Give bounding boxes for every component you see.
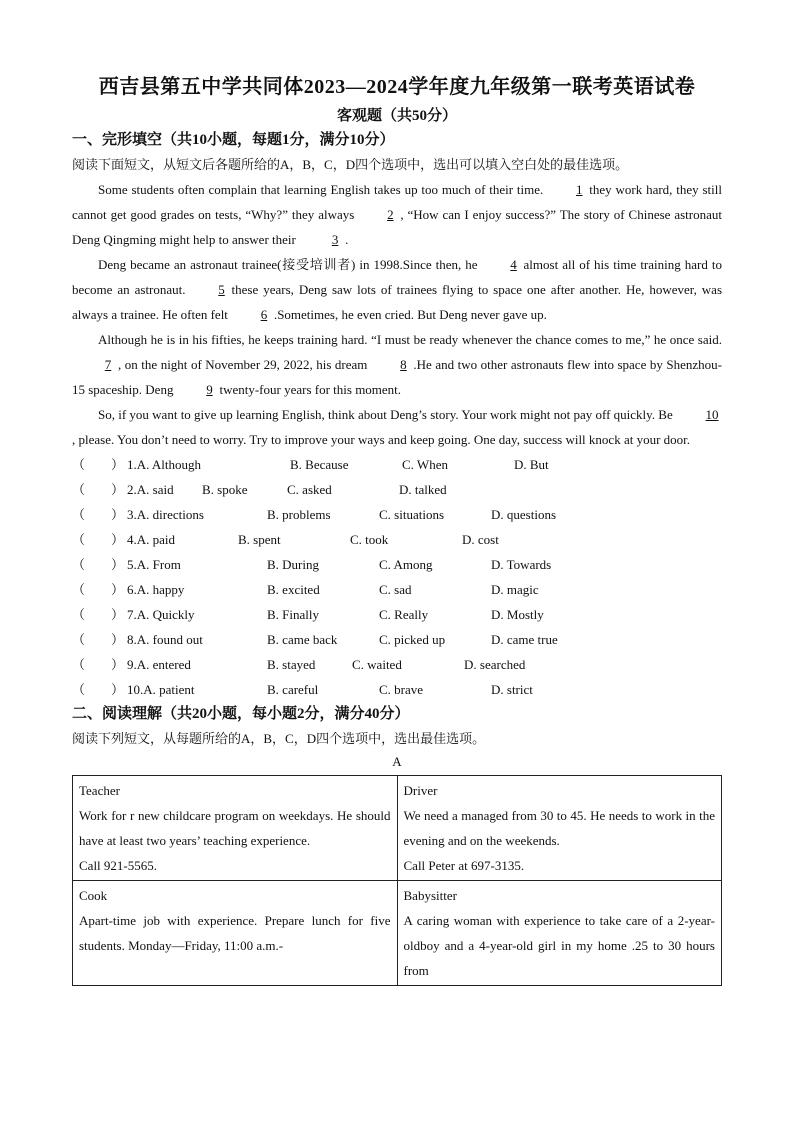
option-c: C. When bbox=[402, 457, 448, 472]
answer-paren[interactable]: （ ） bbox=[72, 482, 125, 497]
option-a: 7.A. Quickly bbox=[127, 607, 195, 622]
passage-text: twenty-four years for this moment. bbox=[219, 382, 402, 397]
option-a: 10.A. patient bbox=[127, 682, 195, 697]
option-d: D. strict bbox=[491, 682, 533, 697]
part1-heading: 一、完形填空（共10小题，每题1分，满分10分） bbox=[72, 132, 395, 148]
job-ads-table bbox=[72, 775, 722, 986]
table-row bbox=[73, 881, 722, 986]
part2-heading: 二、阅读理解（共20小题，每小题2分，满分40分） bbox=[72, 706, 410, 722]
option-c: C. situations bbox=[379, 507, 445, 522]
passage-text: .Sometimes, he even cried. But Deng never gave up. bbox=[273, 307, 547, 322]
question-4 bbox=[72, 527, 722, 552]
ad-body: Work for r new childcare program on weekdays. He should have at least two years’ teaching experience. bbox=[79, 808, 391, 848]
blank-2: 2 bbox=[387, 207, 394, 222]
passage-paragraph-1 bbox=[72, 177, 722, 252]
passage-paragraph-4 bbox=[72, 402, 722, 452]
passage-text: , please. You don’t need to worry. Try to improve your ways and keep going. One day, success will knock at your door. bbox=[72, 432, 691, 447]
question-1 bbox=[72, 452, 722, 477]
passage-paragraph-3 bbox=[72, 327, 722, 402]
ad-body: We need a managed from 30 to 45. He needs to work in the evening and on the weekends. bbox=[403, 808, 715, 848]
question-5 bbox=[72, 552, 722, 577]
option-b: B. Finally bbox=[267, 607, 320, 622]
option-b: B. excited bbox=[267, 582, 320, 597]
option-b: B. careful bbox=[267, 682, 319, 697]
blank-4: 4 bbox=[510, 257, 517, 272]
passage-text: Although he is in his fifties, he keeps training hard. “I must be ready whenever the chance comes to me,” he once said. bbox=[98, 332, 722, 347]
section-label: A bbox=[392, 754, 402, 769]
option-c: C. Among bbox=[379, 557, 433, 572]
answer-paren[interactable]: （ ） bbox=[72, 657, 125, 672]
ad-babysitter bbox=[397, 881, 722, 986]
question-3 bbox=[72, 502, 722, 527]
passage-text: Some students often complain that learning English takes up too much of their time. bbox=[98, 182, 544, 197]
passage-text: Deng became an astronaut trainee(接受培训者) in 1998.Since then, he bbox=[98, 257, 478, 272]
blank-9: 9 bbox=[206, 382, 213, 397]
question-8 bbox=[72, 627, 722, 652]
ad-title: Cook bbox=[79, 888, 108, 903]
question-10 bbox=[72, 677, 722, 702]
spacer bbox=[202, 452, 290, 477]
ad-title: Babysitter bbox=[403, 888, 457, 903]
passage-text: these years, Deng saw lots of trainees flying to space one after another. He, however, was always a trainee. He often felt bbox=[72, 282, 723, 322]
answer-paren[interactable]: （ ） bbox=[72, 507, 125, 522]
question-7 bbox=[72, 602, 722, 627]
option-c: C. Really bbox=[379, 607, 429, 622]
option-b: B. Because bbox=[290, 457, 349, 472]
option-b: B. problems bbox=[267, 507, 331, 522]
blank-3: 3 bbox=[331, 232, 339, 247]
option-a: 4.A. paid bbox=[127, 532, 176, 547]
question-6 bbox=[72, 577, 722, 602]
exam-subtitle: 客观题（共50分） bbox=[336, 108, 457, 124]
ad-body: A caring woman with experience to take care of a 2-year-oldboy and a 4-year-old girl in my home .25 to 30 hours from bbox=[403, 913, 715, 978]
option-c: C. asked bbox=[287, 482, 332, 497]
ad-cook bbox=[73, 881, 398, 986]
option-d: D. questions bbox=[491, 507, 556, 522]
blank-1: 1 bbox=[576, 182, 583, 197]
ad-title: Driver bbox=[403, 783, 438, 798]
passage-paragraph-2 bbox=[72, 252, 722, 327]
blank-7: 7 bbox=[104, 357, 112, 372]
passage-text: almost all of his time training hard to become an astronaut. bbox=[72, 257, 722, 297]
option-a: 8.A. found out bbox=[127, 632, 203, 647]
answer-paren[interactable]: （ ） bbox=[72, 557, 125, 572]
blank-8: 8 bbox=[400, 357, 407, 372]
answer-paren[interactable]: （ ） bbox=[72, 532, 125, 547]
exam-title: 西吉县第五中学共同体2023—2024学年度九年级第一联考英语试卷 bbox=[98, 76, 696, 98]
blank-6: 6 bbox=[260, 307, 268, 322]
passage-text: So, if you want to give up learning English, think about Deng’s story. Your work might not pay off quickly. Be bbox=[98, 407, 673, 422]
option-b: B. came back bbox=[267, 632, 338, 647]
option-b: B. spent bbox=[238, 532, 281, 547]
option-b: B. During bbox=[267, 557, 319, 572]
blank-5: 5 bbox=[218, 282, 225, 297]
option-b: B. stayed bbox=[267, 657, 316, 672]
ad-contact: Call Peter at 697-3135. bbox=[403, 858, 525, 873]
option-c: C. waited bbox=[352, 657, 402, 672]
option-a: 3.A. directions bbox=[127, 507, 204, 522]
question-2 bbox=[72, 477, 722, 502]
option-c: C. took bbox=[350, 532, 389, 547]
blank-10: 10 bbox=[705, 407, 719, 422]
question-list bbox=[72, 452, 722, 702]
option-d: D. Towards bbox=[491, 557, 552, 572]
answer-paren[interactable]: （ ） bbox=[72, 457, 125, 472]
option-c: C. brave bbox=[379, 682, 424, 697]
option-a: 2.A. said bbox=[127, 482, 174, 497]
exam-content bbox=[72, 128, 722, 986]
passage-text: they work hard, they still cannot get good grades on tests, “Why?” they always bbox=[72, 182, 722, 222]
ad-title: Teacher bbox=[79, 783, 120, 798]
option-d: D. came true bbox=[491, 632, 558, 647]
answer-paren[interactable]: （ ） bbox=[72, 682, 125, 697]
passage-text: , on the night of November 29, 2022, his dream bbox=[118, 357, 368, 372]
table-row bbox=[73, 776, 722, 881]
option-d: D. cost bbox=[462, 532, 499, 547]
option-d: D. But bbox=[514, 457, 549, 472]
option-d: D. Mostly bbox=[491, 607, 544, 622]
passage-text: . bbox=[345, 232, 349, 247]
answer-paren[interactable]: （ ） bbox=[72, 632, 125, 647]
option-a: 1.A. Although bbox=[127, 457, 202, 472]
option-a: 5.A. From bbox=[127, 557, 181, 572]
option-c: C. picked up bbox=[379, 632, 446, 647]
option-c: C. sad bbox=[379, 582, 412, 597]
passage-text: , “How can I enjoy success?” The story of Chinese astronaut Deng Qingming might help to answer their bbox=[72, 207, 722, 247]
option-a: 9.A. entered bbox=[127, 657, 191, 672]
part1-instruction: 阅读下面短文，从短文后各题所给的A，B，C，D四个选项中，选出可以填入空白处的最佳选项。 bbox=[72, 157, 629, 172]
answer-paren[interactable]: （ ） bbox=[72, 582, 125, 597]
passage-text: .He and two other astronauts flew into space by Shenzhou-15 spaceship. Deng bbox=[72, 357, 722, 397]
answer-paren[interactable]: （ ） bbox=[72, 607, 125, 622]
option-a: 6.A. happy bbox=[127, 582, 185, 597]
ad-body: Apart-time job with experience. Prepare lunch for five students. Monday—Friday, 11:00 a.m.- bbox=[79, 913, 391, 953]
ad-contact: Call 921-5565. bbox=[79, 858, 157, 873]
part2-instruction: 阅读下列短文，从每题所给的A，B，C，D四个选项中，选出最佳选项。 bbox=[72, 731, 486, 746]
option-d: D. talked bbox=[399, 482, 447, 497]
ad-driver bbox=[397, 776, 722, 881]
option-d: D. searched bbox=[464, 657, 526, 672]
question-9 bbox=[72, 652, 722, 677]
ad-teacher bbox=[73, 776, 398, 881]
option-d: D. magic bbox=[491, 582, 539, 597]
option-b: B. spoke bbox=[202, 482, 248, 497]
